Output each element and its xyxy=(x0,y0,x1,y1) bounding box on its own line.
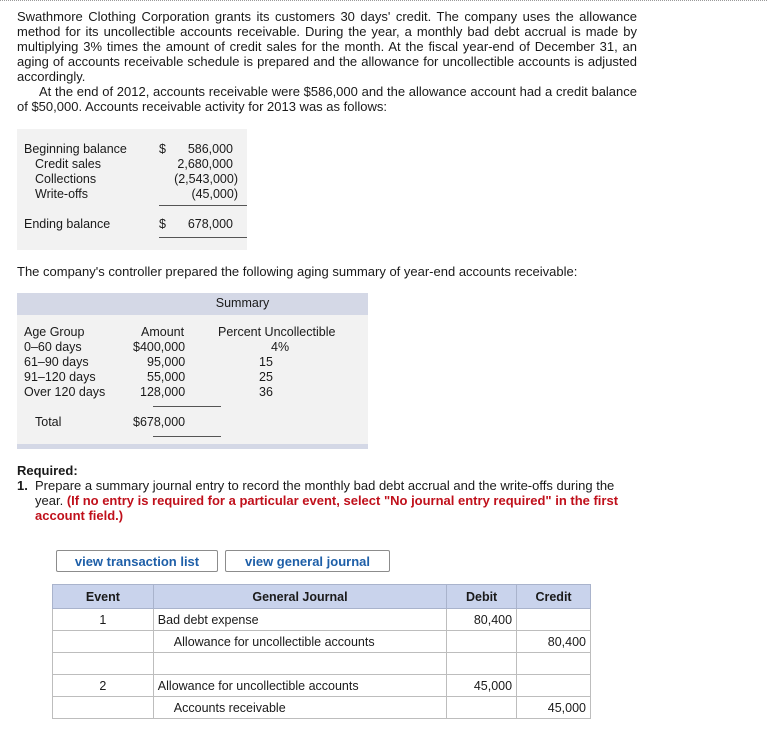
problem-intro xyxy=(17,9,637,114)
percent-header: Percent Uncollectible xyxy=(218,325,336,339)
credit-field[interactable]: 80,400 xyxy=(517,631,591,653)
aging-summary-table xyxy=(17,293,368,449)
ar-label: Beginning balance xyxy=(24,142,127,156)
amount-header: Amount xyxy=(141,325,185,339)
item-text: Prepare a summary journal entry to record the monthly bad debt accrual and the write-offs during the year. xyxy=(35,478,615,508)
event-cell xyxy=(53,653,154,675)
ar-value: (45,000) xyxy=(191,187,238,201)
credit-field[interactable] xyxy=(517,675,591,697)
ar-ending-row xyxy=(17,217,247,232)
total-label: Total xyxy=(35,415,62,429)
amount-cell: $400,000 xyxy=(133,340,186,354)
journal-header-row xyxy=(53,585,591,609)
ar-dollar: $ xyxy=(159,217,166,231)
credit-field[interactable]: 45,000 xyxy=(517,697,591,719)
ar-label: Collections xyxy=(35,172,97,186)
required-heading: Required: xyxy=(17,463,78,478)
age-group-cell: 91–120 days xyxy=(24,370,96,384)
table-row xyxy=(53,631,591,653)
ar-row xyxy=(17,142,247,157)
ar-label: Write-offs xyxy=(35,187,89,201)
ar-subtotal-rule xyxy=(159,205,247,206)
ar-value: 678,000 xyxy=(187,217,233,231)
required-section xyxy=(17,463,639,523)
ar-label: Credit sales xyxy=(35,157,101,171)
intro-paragraph-2: At the end of 2012, accounts receivable were $586,000 and the allowance account had a credit balance of $50,000. Accounts receivable activity for 2013 was as follows: xyxy=(17,84,637,114)
amount-cell: 95,000 xyxy=(147,355,186,369)
ar-label: Ending balance xyxy=(24,217,111,231)
percent-cell: 36 xyxy=(259,385,273,399)
table-row xyxy=(53,697,591,719)
intro-paragraph-1: Swathmore Clothing Corporation grants its customers 30 days' credit. The company uses the allowance method for its uncollectible accounts receivable. During the year, a monthly bad debt accrual is made by multiplying 3% times the amount of credit sales for the month. At the fiscal year-end of December 31, an aging of accounts receivable schedule is prepared and the allowance for uncollectible accounts is adjusted accordingly. xyxy=(17,9,637,84)
aging-subtotal-rule xyxy=(153,406,221,407)
ar-activity-table xyxy=(17,129,247,250)
age-group-header: Age Group xyxy=(24,325,85,339)
event-cell: 2 xyxy=(53,675,154,697)
required-item-1 xyxy=(17,478,639,523)
table-row xyxy=(53,609,591,631)
aging-intro-text: The company's controller prepared the following aging summary of year-end accounts receivable: xyxy=(17,264,578,279)
ar-total-rule xyxy=(159,237,247,238)
ar-row xyxy=(17,187,247,202)
debit-field[interactable] xyxy=(447,631,517,653)
account-field[interactable]: Allowance for uncollectible accounts xyxy=(153,675,446,697)
ar-value: 2,680,000 xyxy=(177,157,233,171)
aging-total-rule xyxy=(153,436,221,437)
ar-row xyxy=(17,157,247,172)
event-cell: 1 xyxy=(53,609,154,631)
account-field[interactable]: Accounts receivable xyxy=(153,697,446,719)
account-field[interactable]: Bad debt expense xyxy=(153,609,446,631)
age-group-cell: 61–90 days xyxy=(24,355,89,369)
debit-field[interactable] xyxy=(447,653,517,675)
general-journal-table xyxy=(52,584,591,719)
percent-cell: 15 xyxy=(259,355,273,369)
general-journal-column-header: General Journal xyxy=(153,585,446,609)
credit-column-header: Credit xyxy=(517,585,591,609)
event-column-header: Event xyxy=(53,585,154,609)
table-row xyxy=(53,653,591,675)
debit-field[interactable]: 45,000 xyxy=(447,675,517,697)
age-group-cell: 0–60 days xyxy=(24,340,82,354)
item-note: (If no entry is required for a particular event, select "No journal entry required" in the first account field.) xyxy=(35,493,619,523)
amount-cell: 128,000 xyxy=(140,385,186,399)
percent-cell: 4% xyxy=(271,340,290,354)
table-row xyxy=(53,675,591,697)
ar-dollar: $ xyxy=(159,142,166,156)
summary-header: Summary xyxy=(17,293,368,315)
account-field[interactable] xyxy=(153,653,446,675)
ar-value: 586,000 xyxy=(187,142,233,156)
debit-field[interactable]: 80,400 xyxy=(447,609,517,631)
debit-field[interactable] xyxy=(447,697,517,719)
view-general-journal-button[interactable]: view general journal xyxy=(225,550,390,572)
credit-field[interactable] xyxy=(517,653,591,675)
aging-bottom-bar xyxy=(17,444,368,449)
top-divider xyxy=(0,0,767,1)
event-cell xyxy=(53,631,154,653)
ar-row xyxy=(17,172,247,187)
view-transaction-list-button[interactable]: view transaction list xyxy=(56,550,218,572)
item-number: 1. xyxy=(17,478,28,493)
total-amount: $678,000 xyxy=(133,415,186,429)
debit-column-header: Debit xyxy=(447,585,517,609)
event-cell xyxy=(53,697,154,719)
amount-cell: 55,000 xyxy=(147,370,186,384)
age-group-cell: Over 120 days xyxy=(24,385,106,399)
credit-field[interactable] xyxy=(517,609,591,631)
account-field[interactable]: Allowance for uncollectible accounts xyxy=(153,631,446,653)
percent-cell: 25 xyxy=(259,370,273,384)
ar-value: (2,543,000) xyxy=(174,172,238,186)
